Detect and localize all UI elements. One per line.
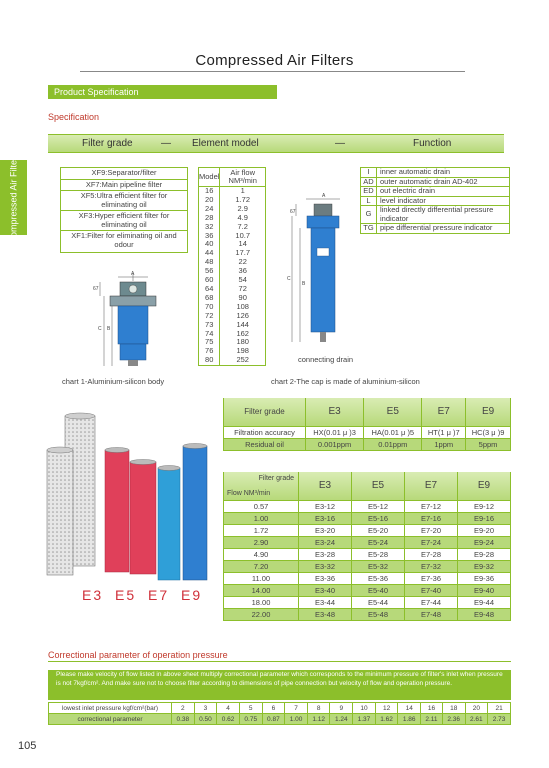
rating-cell: HC(3 μ )9 xyxy=(466,426,511,438)
element-model-cell: E3-48 xyxy=(299,608,352,620)
param-cell: 2.36 xyxy=(442,714,465,725)
flow-cell: 108 xyxy=(220,303,266,312)
rating-grade-e5: E5 xyxy=(364,398,422,426)
rating-cell: HA(0.01 μ )5 xyxy=(364,426,422,438)
param-row-label: correctional parameter xyxy=(49,714,172,725)
pressure-cell: 4 xyxy=(217,703,240,714)
model-cell: 68 xyxy=(199,294,220,303)
param-cell: 1.24 xyxy=(330,714,353,725)
element-model-cell: E5-36 xyxy=(352,572,405,584)
flow-selection-table xyxy=(223,472,511,621)
flow-head-corner xyxy=(224,472,299,500)
model-cell: 36 xyxy=(199,232,220,241)
flow-grade-e5: E5 xyxy=(352,472,405,500)
rating-cell: 5ppm xyxy=(466,438,511,450)
flow-grade-e7: E7 xyxy=(405,472,458,500)
flow-cell: 14 xyxy=(220,240,266,249)
function-code: G xyxy=(361,206,377,223)
dim-67: 67 xyxy=(290,209,296,215)
model-cell: 64 xyxy=(199,285,220,294)
function-desc: outer automatic drain AD-402 xyxy=(380,176,478,186)
aluminium-body-diagram xyxy=(93,271,156,366)
rating-grade-e3: E3 xyxy=(306,398,364,426)
rating-cell: 0.001ppm xyxy=(306,438,364,450)
mesh-element-short xyxy=(47,450,73,575)
product-label-e9: E9 xyxy=(181,587,203,603)
element-model-cell: E5-48 xyxy=(352,608,405,620)
model-cell: 28 xyxy=(199,214,220,223)
flow-cell: 180 xyxy=(220,338,266,347)
flow-row xyxy=(224,560,511,572)
flow-value-cell: 14.00 xyxy=(224,584,299,596)
model-cell: 60 xyxy=(199,276,220,285)
pressure-cell: 7 xyxy=(285,703,308,714)
dim-c: C xyxy=(98,326,102,332)
blue-element xyxy=(158,468,180,580)
pressure-cell: 16 xyxy=(421,703,443,714)
flow-cell: 252 xyxy=(220,356,266,365)
flow-row xyxy=(224,572,511,584)
model-col-header: Model xyxy=(199,168,220,187)
model-cell: 73 xyxy=(199,321,220,330)
element-model-cell: E5-16 xyxy=(352,512,405,524)
header-filter-grade: Filter grade xyxy=(82,138,133,149)
pressure-cell: 18 xyxy=(442,703,465,714)
element-model-cell: E5-12 xyxy=(352,500,405,512)
dim-c: C xyxy=(287,276,291,282)
flow-cell: 198 xyxy=(220,347,266,356)
section-label: Product Specification xyxy=(48,85,277,99)
product-label-e3: E3 xyxy=(82,587,104,603)
filter-grade-item: XF5:Ultra efficient filter for eliminating oil xyxy=(61,191,187,211)
flow-cell: 17.7 xyxy=(220,249,266,258)
flow-grade-e3: E3 xyxy=(299,472,352,500)
flow-cell: 10.7 xyxy=(220,232,266,241)
product-labels xyxy=(82,587,202,603)
element-model-cell: E3-12 xyxy=(299,500,352,512)
function-desc: level indicator xyxy=(380,195,426,205)
flow-cell: 162 xyxy=(220,330,266,339)
flow-cell: 22 xyxy=(220,258,266,267)
element-model-cell: E5-44 xyxy=(352,596,405,608)
correction-notice: Please make velocity of flow listed in above sheet multiply correctional parameter which corresponds to the minimum pressure of filter's inlet when pressure is not 7kgf/cm². And make sure not to choose filter according to dimensions of pipe connection but velocity of flow and operation pressure. xyxy=(48,670,511,700)
model-cell: 80 xyxy=(199,356,220,365)
rating-cell: 1ppm xyxy=(422,438,466,450)
function-code: I xyxy=(361,168,377,177)
model-cell: 76 xyxy=(199,347,220,356)
flow-row xyxy=(224,512,511,524)
param-cell: 2.73 xyxy=(488,714,511,725)
param-cell: 1.86 xyxy=(398,714,421,725)
product-label-e5: E5 xyxy=(115,587,137,603)
flow-value-cell: 1.00 xyxy=(224,512,299,524)
element-model-cell: E9-32 xyxy=(458,560,511,572)
flow-row xyxy=(224,548,511,560)
element-model-cell: E7-12 xyxy=(405,500,458,512)
header-function: Function xyxy=(413,138,452,149)
flow-cell: 126 xyxy=(220,312,266,321)
element-model-cell: E3-32 xyxy=(299,560,352,572)
correction-rule xyxy=(48,661,511,662)
function-desc: pipe differential pressure indicator xyxy=(380,223,493,232)
grade-rating-table xyxy=(223,398,511,451)
flow-row xyxy=(224,584,511,596)
function-code: ED xyxy=(361,187,377,196)
element-model-cell: E3-20 xyxy=(299,524,352,536)
function-desc: linked directly differential pressure indicator xyxy=(380,205,494,223)
element-model-cell: E5-40 xyxy=(352,584,405,596)
flow-row xyxy=(224,608,511,620)
filter-grade-item: XF9:Separator/filter xyxy=(61,168,187,180)
dim-b: B xyxy=(107,326,111,332)
page-title: Compressed Air Filters xyxy=(195,52,354,69)
function-desc: inner automatic drain xyxy=(380,167,451,176)
flow-row xyxy=(224,596,511,608)
flow-cell: 54 xyxy=(220,276,266,285)
rating-cell: HX(0.01 μ )3 xyxy=(306,426,364,438)
element-model-cell: E5-20 xyxy=(352,524,405,536)
blue-element xyxy=(183,446,207,580)
side-tab-label: Compressed Air Filters xyxy=(8,151,19,244)
spec-heading: Specification xyxy=(48,112,100,122)
element-model-cell: E9-44 xyxy=(458,596,511,608)
param-cell: 1.37 xyxy=(353,714,376,725)
model-cell: 74 xyxy=(199,330,220,339)
pressure-cell: 3 xyxy=(194,703,217,714)
flow-value-cell: 18.00 xyxy=(224,596,299,608)
rating-cell: 0.01ppm xyxy=(364,438,422,450)
filter-grade-item: XF1:Filter for eliminating oil and odour xyxy=(71,231,177,249)
pressure-cell: 6 xyxy=(262,703,285,714)
dim-b: B xyxy=(302,281,306,287)
function-code: TG xyxy=(361,224,377,233)
flow-cell: 2.9 xyxy=(220,205,266,214)
element-model-cell: E7-28 xyxy=(405,548,458,560)
model-cell: 24 xyxy=(199,205,220,214)
flow-value-cell: 11.00 xyxy=(224,572,299,584)
element-model-cell: E3-28 xyxy=(299,548,352,560)
model-cell: 20 xyxy=(199,196,220,205)
pressure-cell: 21 xyxy=(488,703,511,714)
function-code: L xyxy=(361,197,377,206)
element-model-cell: E7-40 xyxy=(405,584,458,596)
product-label-e7: E7 xyxy=(148,587,170,603)
rating-cell: HT(1 μ )7 xyxy=(422,426,466,438)
element-model-cell: E9-24 xyxy=(458,536,511,548)
param-cell: 1.12 xyxy=(307,714,330,725)
chart2-caption: chart 2-The cap is made of aluminium-silicon xyxy=(271,377,420,386)
element-model-cell: E3-16 xyxy=(299,512,352,524)
model-cell: 16 xyxy=(199,187,220,196)
element-model-cell: E7-20 xyxy=(405,524,458,536)
flow-cell: 144 xyxy=(220,321,266,330)
red-element xyxy=(105,450,129,572)
flow-cell: 72 xyxy=(220,285,266,294)
dim-a: A xyxy=(131,271,135,277)
flow-value-cell: 22.00 xyxy=(224,608,299,620)
element-model-cell: E7-48 xyxy=(405,608,458,620)
header-dash: — xyxy=(335,138,345,149)
red-element xyxy=(130,462,156,574)
pressure-cell: 20 xyxy=(465,703,488,714)
element-model-cell: E7-36 xyxy=(405,572,458,584)
element-model-cell: E7-44 xyxy=(405,596,458,608)
header-dash: — xyxy=(161,138,171,149)
flow-value-cell: 0.57 xyxy=(224,500,299,512)
flow-head-grade: Filter grade xyxy=(258,475,294,482)
rating-grade-e7: E7 xyxy=(422,398,466,426)
function-code: AD xyxy=(361,178,377,187)
filter-grade-item: XF3:Hyper efficient filter for eliminating oil xyxy=(61,211,187,231)
element-model-cell: E9-12 xyxy=(458,500,511,512)
flow-grade-e9: E9 xyxy=(458,472,511,500)
model-cell: 40 xyxy=(199,240,220,249)
header-element-model: Element model xyxy=(192,138,259,149)
pressure-cell: 5 xyxy=(239,703,262,714)
chart1-caption: chart 1-Aluminium-silicon body xyxy=(62,377,165,386)
element-model-cell: E3-36 xyxy=(299,572,352,584)
flow-cell: 7.2 xyxy=(220,223,266,232)
param-cell: 1.62 xyxy=(375,714,398,725)
dim-a: A xyxy=(322,193,326,199)
model-cell: 56 xyxy=(199,267,220,276)
flow-row xyxy=(224,536,511,548)
pressure-cell: 10 xyxy=(353,703,376,714)
filter-elements-image xyxy=(35,410,215,585)
rating-grade-e9: E9 xyxy=(466,398,511,426)
correction-title: Correctional parameter of operation pressure xyxy=(48,650,228,660)
param-cell: 0.62 xyxy=(217,714,240,725)
model-cell: 32 xyxy=(199,223,220,232)
flow-col-header: Air flow NM³/min xyxy=(220,168,266,187)
element-model-cell: E3-24 xyxy=(299,536,352,548)
pressure-cell: 9 xyxy=(330,703,353,714)
flow-value-cell: 7.20 xyxy=(224,560,299,572)
model-cell: 70 xyxy=(199,303,220,312)
element-model-cell: E5-28 xyxy=(352,548,405,560)
rating-row-label: Residual oil xyxy=(224,438,306,450)
pressure-cell: 12 xyxy=(375,703,398,714)
param-cell: 0.75 xyxy=(239,714,262,725)
element-model-cell: E5-32 xyxy=(352,560,405,572)
element-model-cell: E7-32 xyxy=(405,560,458,572)
element-model-cell: E9-40 xyxy=(458,584,511,596)
element-model-cell: E7-24 xyxy=(405,536,458,548)
flow-cell: 1 xyxy=(220,187,266,196)
flow-cell: 1.72 xyxy=(220,196,266,205)
model-cell: 72 xyxy=(199,312,220,321)
connecting-drain-label: connecting drain xyxy=(298,355,354,364)
model-cell: 48 xyxy=(199,258,220,267)
filter-grade-item: XF7:Main pipeline filter xyxy=(61,180,187,192)
param-cell: 0.87 xyxy=(262,714,285,725)
pressure-cell: 2 xyxy=(172,703,195,714)
rating-head-label: Filter grade xyxy=(224,398,306,426)
correction-table xyxy=(48,702,511,725)
element-model-cell: E7-16 xyxy=(405,512,458,524)
param-cell: 1.00 xyxy=(285,714,308,725)
param-cell: 0.50 xyxy=(194,714,217,725)
flow-cell: 36 xyxy=(220,267,266,276)
element-model-cell: E9-16 xyxy=(458,512,511,524)
flow-row xyxy=(224,500,511,512)
model-cell: 75 xyxy=(199,338,220,347)
param-cell: 2.61 xyxy=(465,714,488,725)
flow-head-flow: Flow NM³/min xyxy=(227,489,271,497)
element-model-cell: E3-44 xyxy=(299,596,352,608)
rating-row-label: Filtration accuracy xyxy=(224,426,306,438)
element-model-cell: E9-48 xyxy=(458,608,511,620)
param-cell: 2.11 xyxy=(421,714,443,725)
element-model-cell: E5-24 xyxy=(352,536,405,548)
param-cell: 0.38 xyxy=(172,714,195,725)
element-model-cell: E9-28 xyxy=(458,548,511,560)
element-model-cell: E9-20 xyxy=(458,524,511,536)
pressure-cell: 14 xyxy=(398,703,421,714)
flow-row xyxy=(224,524,511,536)
model-cell: 44 xyxy=(199,249,220,258)
element-model-cell: E3-40 xyxy=(299,584,352,596)
pressure-row-label: lowest inlet pressure kgf/cm²(bar) xyxy=(49,703,172,714)
pressure-cell: 8 xyxy=(307,703,330,714)
aluminium-cap-diagram xyxy=(287,193,340,342)
flow-value-cell: 2.90 xyxy=(224,536,299,548)
page-number: 105 xyxy=(18,740,37,752)
dim-67: 67 xyxy=(93,286,99,292)
flow-cell: 4.9 xyxy=(220,214,266,223)
flow-value-cell: 1.72 xyxy=(224,524,299,536)
flow-value-cell: 4.90 xyxy=(224,548,299,560)
element-model-cell: E9-36 xyxy=(458,572,511,584)
flow-cell: 90 xyxy=(220,294,266,303)
function-desc: out electric drain xyxy=(380,186,436,195)
